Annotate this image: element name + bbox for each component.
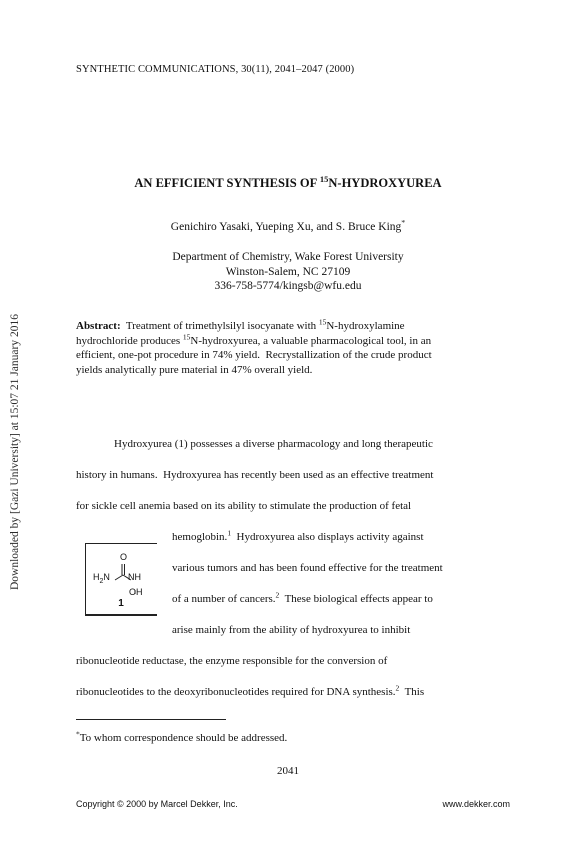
citation-ref-3: 2 [395, 683, 400, 693]
journal-citation: SYNTHETIC COMMUNICATIONS, 30(11), 2041–2047 (2000) [76, 64, 355, 75]
footnote-mark: * [76, 729, 80, 739]
affiliation [0, 250, 576, 294]
abstract-isotope-1: 15 [318, 317, 327, 327]
body-line-4 [172, 528, 512, 543]
footnote-rule [76, 719, 226, 720]
body-line-7: arise mainly from the ability of hydroxyurea to inhibit [172, 624, 411, 636]
compound-number: 1 [118, 598, 124, 609]
author-names: Genichiro Yasaki, Yueping Xu, and S. Bruce King [170, 221, 402, 233]
abstract-label: Abstract [76, 320, 117, 332]
abstract-line-3: efficient, one-pot procedure in 74% yield. Recrystallization of the crude product [76, 349, 432, 362]
structure-amine-h: H [93, 572, 100, 582]
abstract-text-1: Treatment of trimethylsilyl isocyanate with [120, 320, 319, 332]
body-line-4a: hemoglobin. [172, 531, 228, 543]
paper-title [0, 173, 576, 191]
citation-ref-2: 2 [275, 590, 280, 600]
body-line-1: Hydroxyurea (1) possesses a diverse pharmacology and long therapeutic [114, 438, 433, 450]
abstract-isotope-2: 15 [182, 331, 191, 341]
body-line-9a: ribonucleotides to the deoxyribonucleotides required for DNA synthesis. [76, 686, 396, 698]
body-line-6 [172, 590, 512, 605]
structure-amine-subscript: 2 [99, 577, 104, 585]
footnote [76, 729, 288, 744]
title-isotope: 15 [319, 173, 329, 184]
body-line-4b: Hydroxyurea also displays activity against [231, 531, 424, 543]
body-line-6b: These biological effects appear to [279, 593, 433, 605]
copyright-notice: Copyright © 2000 by Marcel Dekker, Inc. [76, 799, 238, 809]
affiliation-city: Winston-Salem, NC 27109 [225, 265, 351, 278]
body-line-5: various tumors and has been found effective for the treatment [172, 562, 443, 574]
abstract-line-4: yields analytically pure material in 47% overall yield. [76, 363, 313, 376]
body-line-2: history in humans. Hydroxyurea has recently been used as an effective treatment [76, 469, 434, 481]
body-line-9b: This [399, 686, 425, 698]
page-number: 2041 [277, 765, 299, 777]
body-line-6a: of a number of cancers. [172, 593, 276, 605]
abstract-text-2: N-hydroxylamine [326, 320, 405, 332]
body-line-8: ribonucleotide reductase, the enzyme responsible for the conversion of [76, 655, 388, 667]
title-suffix: N-HYDROXYUREA [328, 176, 442, 190]
body-line-3: for sickle cell anemia based on its ability to stimulate the production of fetal [76, 500, 412, 512]
abstract-line-2 [76, 331, 508, 349]
abstract-text-4: N-hydroxyurea, a valuable pharmacological tool, in an [190, 334, 432, 347]
citation-ref-1: 1 [227, 528, 232, 538]
structure-amine-n: N [103, 572, 110, 582]
footnote-text: To whom correspondence should be addressed. [79, 732, 288, 744]
abstract-text-3: hydrochloride produces [76, 334, 183, 347]
title-prefix: AN EFFICIENT SYNTHESIS OF [134, 176, 320, 190]
affiliation-dept: Department of Chemistry, Wake Forest University [172, 251, 404, 263]
structure-amine [93, 572, 110, 585]
abstract-colon: : [116, 320, 121, 332]
structure-nh: NH [128, 572, 141, 582]
affiliation-contact: 336-758-5774/kingsb@wfu.edu [214, 280, 362, 292]
author-list [0, 218, 576, 233]
corresponding-mark: * [401, 218, 406, 228]
body-line-9 [76, 683, 516, 698]
structure-oh: OH [129, 587, 143, 597]
structure-oxygen: O [120, 552, 128, 562]
abstract [76, 319, 508, 377]
download-watermark: Downloaded by [Gazi University] at 15:07 21 January 2016 [9, 314, 21, 590]
abstract-line-1 [76, 319, 508, 334]
publisher-url: www.dekker.com [442, 799, 510, 809]
